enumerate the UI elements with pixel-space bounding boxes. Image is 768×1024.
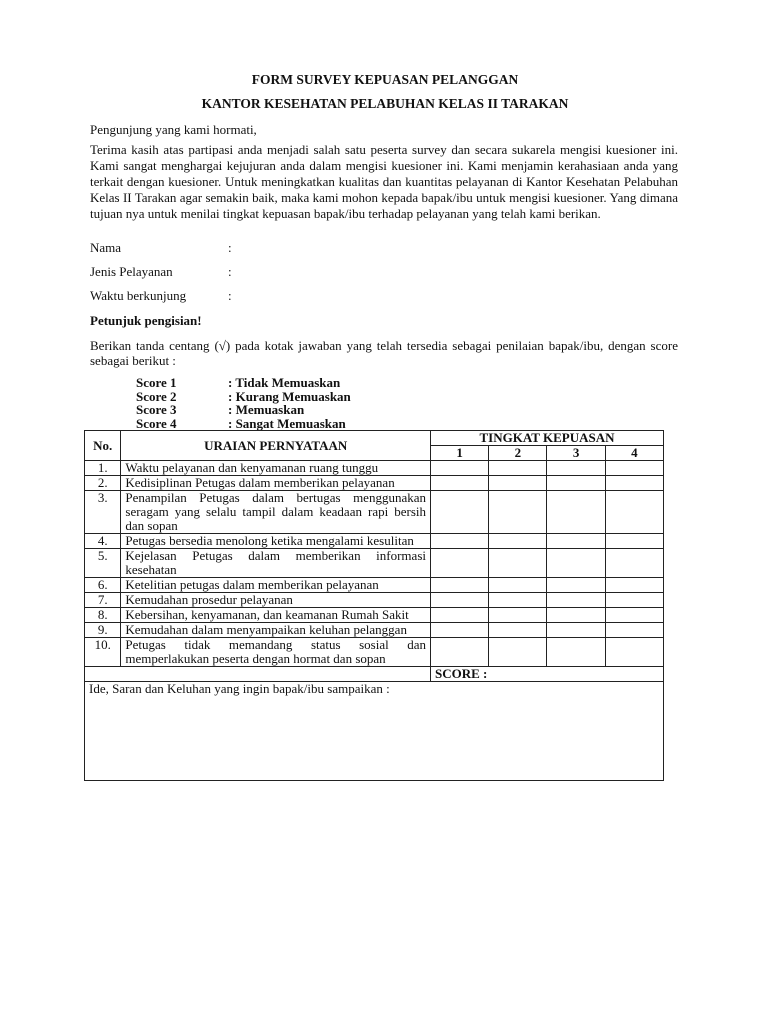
- row-statement: Kebersihan, kenyamanan, dan keamanan Rumah Sakit: [121, 608, 431, 623]
- score-checkbox-3[interactable]: [547, 534, 605, 549]
- score-item: [136, 403, 351, 417]
- row-statement: Ketelitian petugas dalam memberikan pelayanan: [121, 578, 431, 593]
- level-1-header: 1: [431, 446, 489, 461]
- row-statement: Kemudahan dalam menyampaikan keluhan pelanggan: [121, 623, 431, 638]
- survey-table: [84, 430, 664, 781]
- score-checkbox-4[interactable]: [605, 461, 663, 476]
- score-checkbox-4[interactable]: [605, 638, 663, 667]
- score-checkbox-3[interactable]: [547, 638, 605, 667]
- table-row: [85, 534, 664, 549]
- col-no-header: No.: [85, 431, 121, 461]
- score-checkbox-1[interactable]: [431, 578, 489, 593]
- score-item: [136, 376, 351, 390]
- table-row: [85, 623, 664, 638]
- remarks-box[interactable]: Ide, Saran dan Keluhan yang ingin bapak/ibu sampaikan :: [85, 682, 664, 781]
- score-checkbox-1[interactable]: [431, 593, 489, 608]
- score-checkbox-2[interactable]: [489, 476, 547, 491]
- score-checkbox-1[interactable]: [431, 476, 489, 491]
- statement-rows: [85, 461, 664, 781]
- score-item: [136, 390, 351, 404]
- score-checkbox-4[interactable]: [605, 534, 663, 549]
- score-value: : Sangat Memuaskan: [228, 415, 346, 431]
- score-checkbox-3[interactable]: [547, 491, 605, 534]
- level-2-header: 2: [489, 446, 547, 461]
- score-checkbox-3[interactable]: [547, 608, 605, 623]
- score-checkbox-2[interactable]: [489, 593, 547, 608]
- row-number: 6.: [85, 578, 121, 593]
- score-checkbox-4[interactable]: [605, 476, 663, 491]
- row-number: 3.: [85, 491, 121, 534]
- row-number: 5.: [85, 549, 121, 578]
- table-row: [85, 461, 664, 476]
- score-checkbox-3[interactable]: [547, 578, 605, 593]
- row-number: 8.: [85, 608, 121, 623]
- intro-paragraph: Terima kasih atas partipasi anda menjadi salah satu peserta survey dan secara sukarela mengisi kuesioner ini. Kami sangat menghargai kejujuran anda dalam mengisi kuesioner ini. Kami menjamin kerahasiaan anda yang terkait dengan kuesioner. Untuk meningkatkan kualitas dan kuantitas pelayanan di Kantor Kesehatan Pelabuhan Kelas II Tarakan agar semakin baik, maka kami mohon kepada bapak/ibu untuk mengisi kuesioner. Yang dimana tujuan nya untuk menilai tingkat kepuasan bapak/ibu terhadap pelayanan yang telah kami berikan.: [90, 142, 678, 221]
- row-statement: Penampilan Petugas dalam bertugas menggunakan seragam yang selalu tampil dalam keadaan rapi bersih dan sopan: [121, 491, 431, 534]
- score-checkbox-1[interactable]: [431, 461, 489, 476]
- score-checkbox-2[interactable]: [489, 491, 547, 534]
- field-waktu-berkunjung[interactable]: [90, 288, 232, 304]
- score-checkbox-2[interactable]: [489, 578, 547, 593]
- col-desc-header: URAIAN PERNYATAAN: [121, 431, 431, 461]
- score-checkbox-4[interactable]: [605, 491, 663, 534]
- score-row-spacer: [85, 667, 431, 682]
- table-row: [85, 491, 664, 534]
- score-checkbox-1[interactable]: [431, 638, 489, 667]
- row-number: 4.: [85, 534, 121, 549]
- row-statement: Kejelasan Petugas dalam memberikan informasi kesehatan: [121, 549, 431, 578]
- score-checkbox-2[interactable]: [489, 608, 547, 623]
- score-checkbox-3[interactable]: [547, 461, 605, 476]
- instructions-heading: Petunjuk pengisian!: [90, 313, 202, 328]
- field-label: Nama: [90, 240, 122, 255]
- score-checkbox-4[interactable]: [605, 593, 663, 608]
- row-statement: Kemudahan prosedur pelayanan: [121, 593, 431, 608]
- field-label: Waktu berkunjung: [90, 288, 187, 303]
- score-checkbox-1[interactable]: [431, 549, 489, 578]
- score-item: [136, 417, 351, 431]
- score-checkbox-3[interactable]: [547, 549, 605, 578]
- score-checkbox-1[interactable]: [431, 623, 489, 638]
- table-row: [85, 549, 664, 578]
- score-checkbox-2[interactable]: [489, 623, 547, 638]
- field-colon: :: [228, 264, 232, 279]
- row-statement: Petugas bersedia menolong ketika mengalami kesulitan: [121, 534, 431, 549]
- score-checkbox-1[interactable]: [431, 491, 489, 534]
- field-colon: :: [228, 288, 232, 303]
- score-checkbox-2[interactable]: [489, 461, 547, 476]
- row-number: 10.: [85, 638, 121, 667]
- table-row: [85, 638, 664, 667]
- score-checkbox-1[interactable]: [431, 608, 489, 623]
- score-legend: [136, 376, 351, 430]
- score-value: : Memuaskan: [228, 402, 305, 417]
- score-checkbox-4[interactable]: [605, 608, 663, 623]
- score-checkbox-4[interactable]: [605, 549, 663, 578]
- level-3-header: 3: [547, 446, 605, 461]
- table-row: [85, 476, 664, 491]
- level-4-header: 4: [605, 446, 663, 461]
- score-checkbox-3[interactable]: [547, 593, 605, 608]
- score-key: Score 1: [136, 375, 177, 390]
- row-statement: Waktu pelayanan dan kenyamanan ruang tunggu: [121, 461, 431, 476]
- score-checkbox-3[interactable]: [547, 476, 605, 491]
- score-checkbox-1[interactable]: [431, 534, 489, 549]
- instructions-text: Berikan tanda centang (√) pada kotak jawaban yang telah tersedia sebagai penilaian bapak/ibu, dengan score sebagai berikut :: [90, 338, 678, 368]
- row-number: 1.: [85, 461, 121, 476]
- row-number: 7.: [85, 593, 121, 608]
- score-checkbox-2[interactable]: [489, 638, 547, 667]
- field-label: Jenis Pelayanan: [90, 264, 173, 279]
- remarks-row: [85, 682, 664, 781]
- office-name: KANTOR KESEHATAN PELABUHAN KELAS II TARAKAN: [201, 96, 569, 111]
- score-checkbox-4[interactable]: [605, 623, 663, 638]
- score-checkbox-2[interactable]: [489, 534, 547, 549]
- score-key: Score 3: [136, 402, 177, 417]
- score-key: Score 4: [136, 415, 177, 431]
- greeting: Pengunjung yang kami hormati,: [90, 122, 257, 137]
- score-total-field[interactable]: SCORE :: [431, 667, 664, 682]
- row-statement: Kedisiplinan Petugas dalam memberikan pelayanan: [121, 476, 431, 491]
- score-key: Score 2: [136, 388, 177, 404]
- field-colon: :: [228, 240, 232, 255]
- row-number: 9.: [85, 623, 121, 638]
- row-statement: Petugas tidak memandang status sosial dan memperlakukan peserta dengan hormat dan sopan: [121, 638, 431, 667]
- score-checkbox-3[interactable]: [547, 623, 605, 638]
- score-value: : Tidak Memuaskan: [228, 375, 341, 390]
- row-number: 2.: [85, 476, 121, 491]
- score-value: : Kurang Memuaskan: [228, 388, 351, 404]
- table-row: [85, 608, 664, 623]
- col-level-header: TINGKAT KEPUASAN: [431, 431, 664, 446]
- field-nama[interactable]: [90, 240, 232, 256]
- field-jenis-pelayanan[interactable]: [90, 264, 232, 280]
- score-checkbox-2[interactable]: [489, 549, 547, 578]
- table-row: [85, 593, 664, 608]
- table-row: [85, 578, 664, 593]
- form-title: FORM SURVEY KEPUASAN PELANGGAN: [251, 72, 519, 87]
- score-checkbox-4[interactable]: [605, 578, 663, 593]
- score-row: [85, 667, 664, 682]
